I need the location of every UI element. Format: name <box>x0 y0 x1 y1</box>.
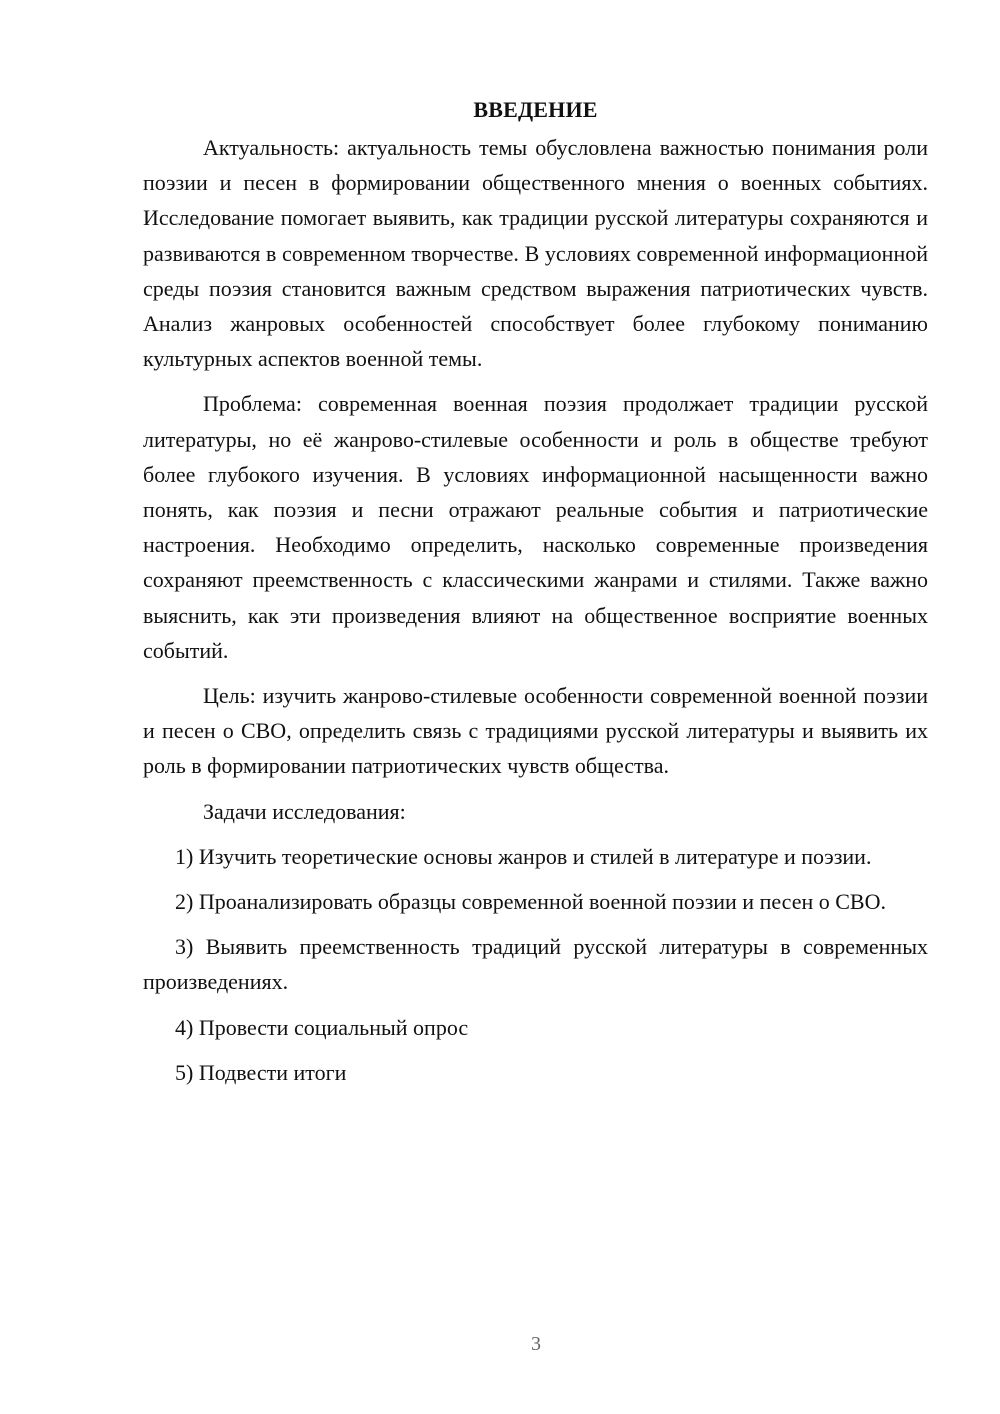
task-item-4: 4) Провести социальный опрос <box>175 1014 469 1040</box>
task-item-3: 3) Выявить преемственность традиций русской литературы в современных произведениях. <box>143 934 928 995</box>
tasks-heading: Задачи исследования: <box>203 798 406 824</box>
section-title: ВВЕДЕНИЕ <box>473 97 598 122</box>
task-item-1: 1) Изучить теоретические основы жанров и стилей в литературе и поэзии. <box>175 843 872 869</box>
document-page <box>143 95 928 1100</box>
task-item-5: 5) Подвести итоги <box>175 1059 347 1085</box>
paragraph-goal: Цель: изучить жанрово-стилевые особенности современной военной поэзии и песен о СВО, определить связь с традициями русской литературы и выявить их роль в формировании патриотических чувств общества. <box>143 683 928 779</box>
paragraph-problem: Проблема: современная военная поэзия продолжает традиции русской литературы, но её жанрово-стилевые особенности и роль в обществе требуют более глубокого изучения. В условиях информационной насыщенности важно понять, как поэзия и песни отражают реальные события и патриотические настроения. Необходимо определить, насколько современные произведения сохраняют преемственность с классическими жанрами и стилями. Также важно выяснить, как эти произведения влияют на общественное восприятие военных событий. <box>143 391 928 663</box>
task-item-2: 2) Проанализировать образцы современной военной поэзии и песен о СВО. <box>175 889 886 915</box>
page-number: 3 <box>531 1333 541 1355</box>
paragraph-relevance: Актуальность: актуальность темы обусловлена важностью понимания роли поэзии и песен в формировании общественного мнения о военных событиях. Исследование помогает выявить, как традиции русской литературы сохраняются и развиваются в современном творчестве. В условиях современной информационной среды поэзия становится важным средством выражения патриотических чувств. Анализ жанровых особенностей способствует более глубокому пониманию культурных аспектов военной темы. <box>143 135 928 372</box>
